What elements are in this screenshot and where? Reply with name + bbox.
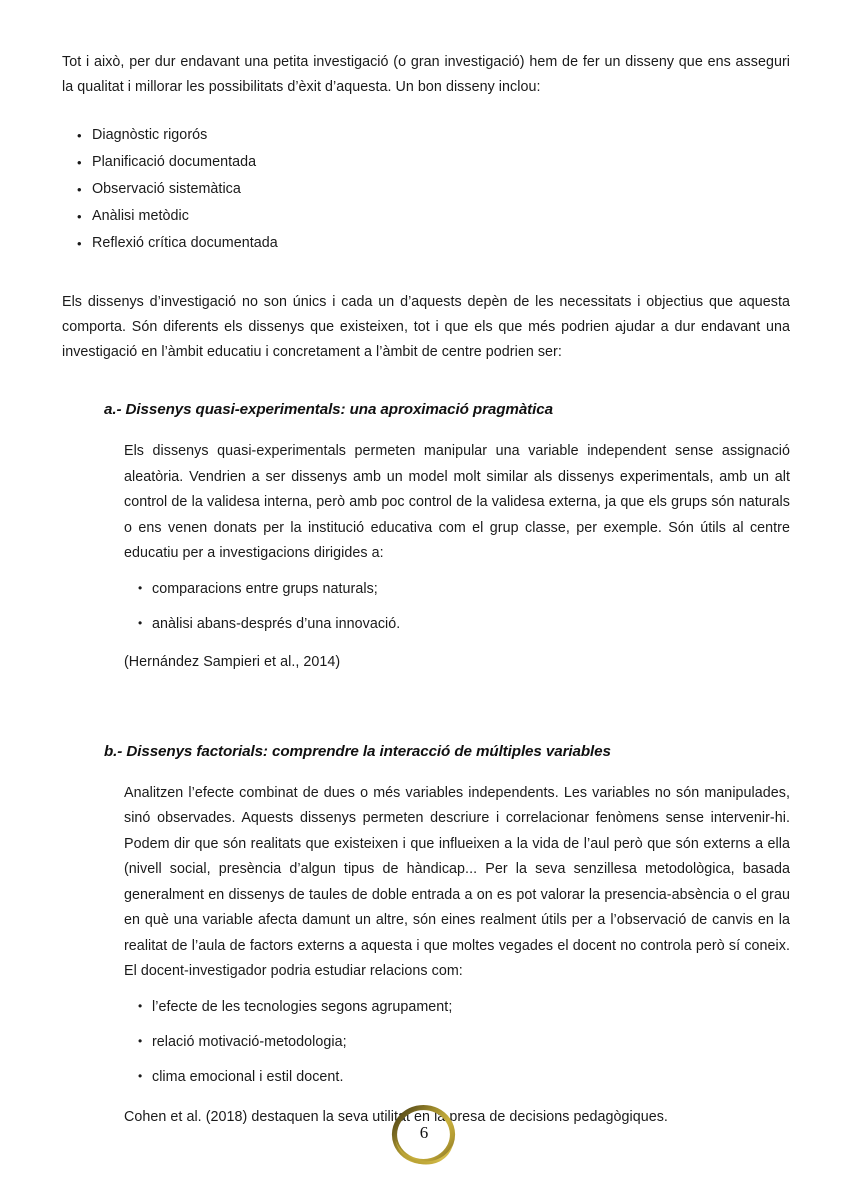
section-b-paragraph: Analitzen l’efecte combinat de dues o més variables independents. Les variables no són manipulades, sinó observades. Aquests dissenys permeten descriure i correlacionar fenòmens sense intervenir-hi. Podem dir que són realitats que existeixen i que influeixen a la vida de l’aul però que són externs a ella (nivell social, presència d’algun tipus de hàndicap... Per la seva senzillesa metodològica, basada generalment en dissenys de taules de doble entrada a on es pot valorar la presencia-absència o el grau en què una variable afecta damunt un altre, són eines realment útils per a l’observació de canvis en la realitat de l’aula de factors externs a aquesta i que moltes vegades el docent no controla però sí coneix. El docent-investigador podria estudiar relacions com: [124,784,790,979]
section-b-bullet-list [124,998,790,1086]
list-item: • Reflexió crítica documentada [62,230,790,257]
section-a-paragraph: Els dissenys quasi-experimentals permeten manipular una variable independent sense assignació aleatòria. Vendrien a ser dissenys amb un model molt similar als dissenys experimentals, amb un alt control de la validesa interna, però amb poc control de la validesa externa, ja que els grups són naturals o ens venen donats per la institució educativa com el grup classe, per exemple. Són útils al centre educatiu per a investigacions dirigides a: [124,443,790,561]
list-item: • Observació sistemàtica [62,176,790,203]
list-item: • Planificació documentada [62,149,790,176]
section-a-bullet-list [124,580,790,633]
section-b-closing: Cohen et al. (2018) destaquen la seva utilitat en la presa de decisions pedagògiques. [124,1108,668,1125]
list-item: • relació motivació-metodologia; [124,1033,790,1051]
list-item: • anàlisi abans-després d’una innovació. [124,615,790,633]
section-b-heading: b.- Dissenys factorials: comprendre la interacció de múltiples variables [104,742,611,760]
list-item: • Anàlisi metòdic [62,203,790,230]
section-a-body [124,439,790,673]
page-number-value: 6 [419,1122,429,1142]
list-item: • comparacions entre grups naturals; [124,580,790,598]
section-a-citation: (Hernández Sampieri et al., 2014) [124,653,341,670]
section-b [62,741,790,1128]
list-item: • clima emocional i estil docent. [124,1068,790,1086]
page-content [62,50,790,1128]
list-item: • l’efecte de les tecnologies segons agrupament; [124,998,790,1016]
design-requirements-list [62,122,790,257]
page-number-medallion [385,1094,463,1172]
page-footer [0,1085,848,1181]
list-item: • Diagnòstic rigorós [62,122,790,149]
section-a [62,399,790,673]
section-a-heading: a.- Dissenys quasi-experimentals: una aproximació pragmàtica [104,401,553,418]
section-b-body [124,781,790,1128]
intro-paragraph: Tot i això, per dur endavant una petita investigació (o gran investigació) hem de fer un disseny que ens asseguri la qualitat i millorar les possibilitats d’èxit d’aquesta. Un bon disseny inclou: [62,54,790,95]
bridge-paragraph: Els dissenys d’investigació no son únics i cada un d’aquests depèn de les necessitats i objectius que aquesta comporta. Són diferents els dissenys que existeixen, tot i que els que més podrien ajudar a dur endavant una investigació en l’àmbit educatiu i concretament a l’àmbit de centre podrien ser: [62,294,790,360]
